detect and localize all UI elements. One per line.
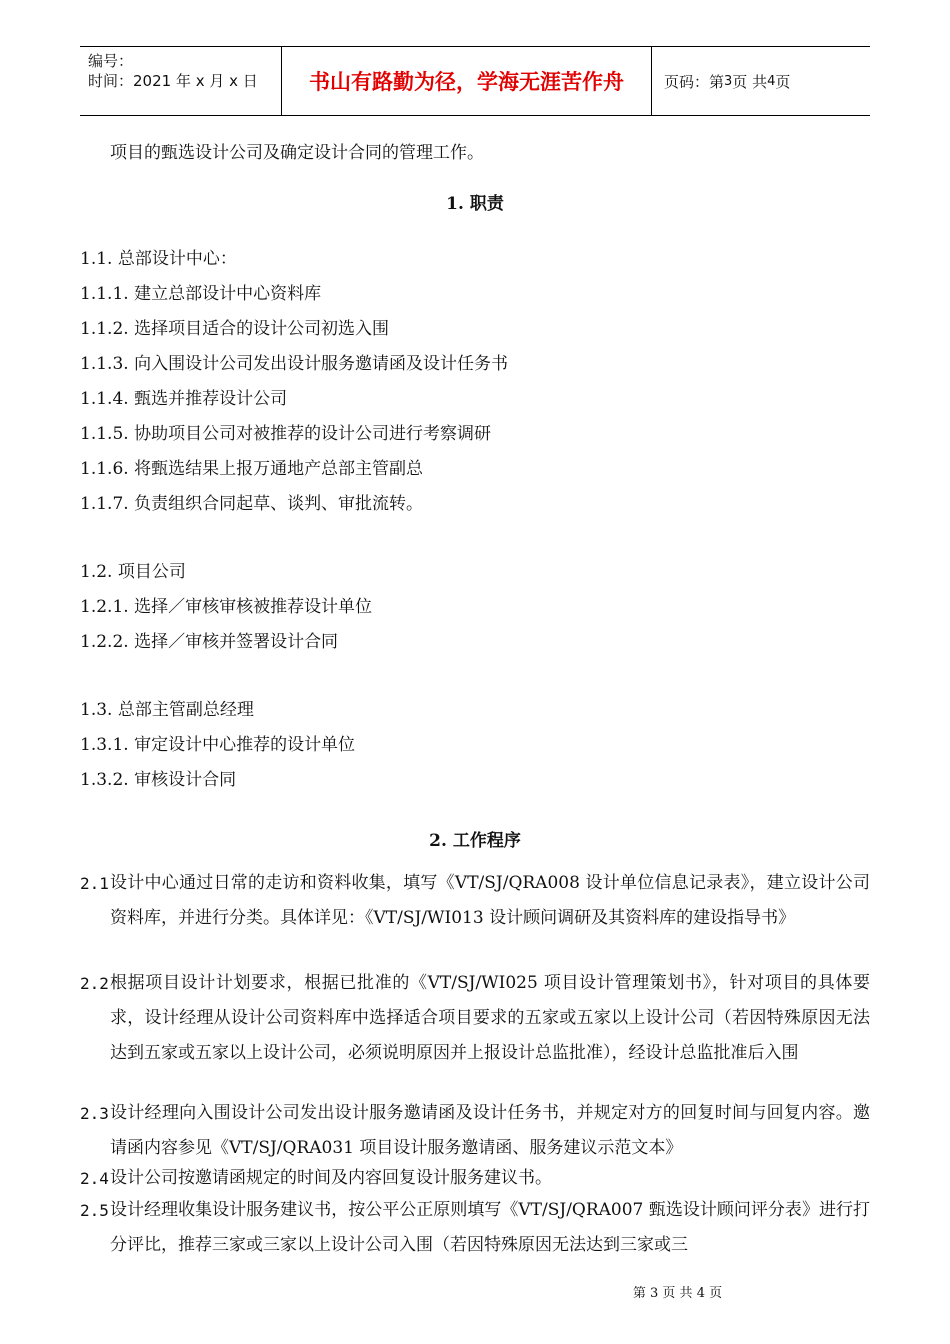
list-item: 1.1.1. 建立总部设计中心资料库: [80, 284, 322, 304]
page-label-prefix: 页码：第: [664, 72, 725, 91]
list-item: 1.2. 项目公司: [80, 562, 186, 582]
paragraph-text: 设计中心通过日常的走访和资料收集，填写《VT/SJ/QRA008 设计单位信息记录表》，建立设计公司资料库，并进行分类。具体详见：《VT/SJ/WI013 设计顾问调研及其资料库的建设指导书》: [110, 873, 870, 928]
page-label-suffix: 页: [775, 72, 791, 91]
list-item: 1.3. 总部主管副总经理: [80, 700, 254, 720]
list-item: 1.1.5. 协助项目公司对被推荐的设计公司进行考察调研: [80, 424, 492, 444]
page-label-mid: 页 共: [732, 72, 768, 91]
document-time-label: 时间：2021 年 x 月 x 日: [88, 72, 258, 90]
paragraph-number: 2.4: [80, 1169, 109, 1188]
paragraph-text: 设计公司按邀请函规定的时间及内容回复设计服务建议书。: [110, 1168, 552, 1188]
document-number-label: 编号：: [88, 52, 134, 70]
page-total: 4: [767, 73, 776, 89]
header-page-number: [652, 47, 870, 115]
page-footer: 第 3 页 共 4 页: [632, 1286, 723, 1301]
list-item: 1.3.1. 审定设计中心推荐的设计单位: [80, 735, 356, 755]
list-item: 1.2.1. 选择／审核审核被推荐设计单位: [80, 597, 373, 617]
page-current: 3: [724, 73, 733, 89]
list-item: 1.1.6. 将甄选结果上报万通地产总部主管副总: [80, 459, 424, 479]
procedure-paragraph: [80, 966, 870, 1071]
list-item: 1.2.2. 选择／审核并签署设计合同: [80, 632, 339, 652]
procedure-paragraph: [80, 1193, 870, 1263]
page-header: [80, 46, 870, 116]
procedure-paragraph: [80, 1096, 870, 1166]
list-item: 1.1.7. 负责组织合同起草、谈判、审批流转。: [80, 494, 424, 514]
paragraph-number: 2.2: [80, 974, 109, 993]
procedure-paragraph: [80, 866, 870, 936]
header-meta: [80, 47, 282, 115]
paragraph-text: 根据项目设计计划要求，根据已批准的《VT/SJ/WI025 项目设计管理策划书》，针对项目的具体要求，设计经理从设计公司资料库中选择适合项目要求的五家或五家以上设计公司（若因特殊原因无法达到五家或五家以上设计公司，必须说明原因并上报设计总监批准），经设计总监批准后入围: [110, 973, 870, 1063]
header-slogan: 书山有路勤为径，学海无涯苦作舟: [282, 47, 652, 115]
paragraph-text: 设计经理向入围设计公司发出设计服务邀请函及设计任务书，并规定对方的回复时间与回复内容。邀请函内容参见《VT/SJ/QRA031 项目设计服务邀请函、服务建议示范文本》: [110, 1103, 870, 1158]
list-item: 1.1.4. 甄选并推荐设计公司: [80, 389, 288, 409]
list-item: 1.1. 总部设计中心：: [80, 249, 237, 269]
paragraph-number: 2.5: [80, 1201, 109, 1220]
paragraph-number: 2.3: [80, 1104, 109, 1123]
section-2-title: 2. 工作程序: [429, 831, 521, 851]
list-item: 1.3.2. 审核设计合同: [80, 770, 237, 790]
section-1-title: 1. 职责: [446, 194, 504, 214]
procedure-paragraph: [80, 1161, 870, 1196]
paragraph-number: 2.1: [80, 874, 109, 893]
intro-text: 项目的甄选设计公司及确定设计合同的管理工作。: [110, 143, 484, 163]
list-item: 1.1.3. 向入围设计公司发出设计服务邀请函及设计任务书: [80, 354, 509, 374]
paragraph-text: 设计经理收集设计服务建议书，按公平公正原则填写《VT/SJ/QRA007 甄选设计顾问评分表》进行打分评比，推荐三家或三家以上设计公司入围（若因特殊原因无法达到三家或三: [110, 1200, 870, 1255]
list-item: 1.1.2. 选择项目适合的设计公司初选入围: [80, 319, 390, 339]
